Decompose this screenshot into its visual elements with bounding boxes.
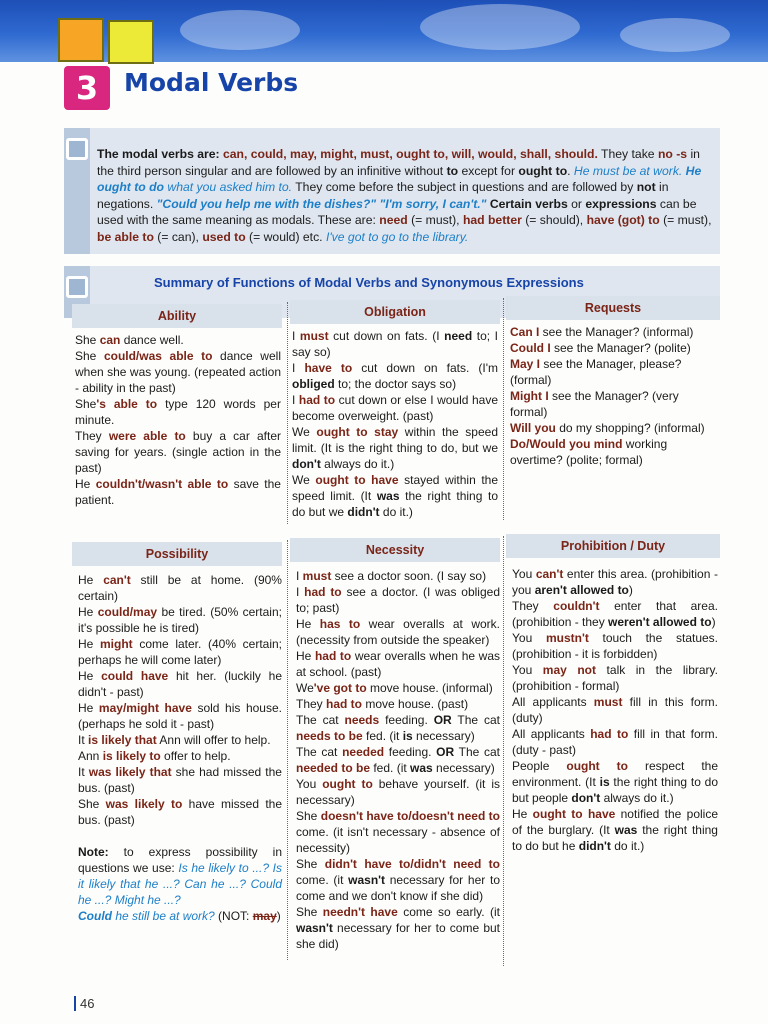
page-number: 46 — [74, 996, 94, 1011]
necessity-heading: Necessity — [290, 538, 500, 562]
cloud — [180, 10, 300, 50]
obligation-heading: Obligation — [290, 300, 500, 324]
ability-heading: Ability — [72, 304, 282, 328]
obligation-column: I must cut down on fats. (I need to; I say so) I have to cut down on fats. (I'm obliged to; the doctor says so) I had to cut down or else I would have become overweight. (past) We ought to stay within the speed limit. (It is the right thing to do, but we don't always do it.) We ought to have stayed within the speed limit. (It was the right thing to do but we didn't do it.) — [292, 329, 499, 519]
column-divider — [503, 298, 504, 520]
prohibition-heading: Prohibition / Duty — [506, 534, 720, 558]
possibility-column: He can't still be at home. (90% certain) He could/may be tired. (50% certain; it's possible he is tired) He might come later. (40% certain; perhaps he will come later) He could have hit her. (luckily he didn't - past) He may/might have sold his house. (perhaps he sold it - past) It is likely that Ann will offer to help. Ann is likely to offer to help. It was likely that she had missed the bus. (past) She was likely to have missed the bus. (past) Note: to express possibility in questions we use: Is he likely to ...? Is it likely that he ...? Can he ...? Could he ...? Might he ...? Could he still be at work? (NOT: may) — [78, 573, 283, 923]
summary-title: Summary of Functions of Modal Verbs and Synonymous Expressions — [154, 275, 584, 290]
unit-number-badge: 3 — [64, 66, 110, 110]
ability-column: She can dance well. She could/was able to dance well when she was young. (repeated action - ability in the past) She's able to type 120 words per minute. They were able to buy a car after saving for years. (single action in the past) He couldn't/wasn't able to save the patient. — [75, 333, 281, 507]
square-icon — [66, 138, 88, 160]
necessity-column: I must see a doctor soon. (I say so) I had to see a doctor. (I was obliged to; past) He has to wear overalls at work. (necessity from outside the speaker) He had to wear overalls when he was at school. (past) We've got to move house. (informal) They had to move house. (past) The cat needs feeding. OR The cat needs to be fed. (it is necessary) The cat needed feeding. OR The cat needed to be fed. (it was necessary) You ought to behave yourself. (it is necessary) She doesn't have to/doesn't need to come. (it isn't necessary - absence of necessity) She didn't have to/didn't need to come. (it wasn't necessary for her to come and we don't know if she did) She needn't have come so early. (it wasn't necessary for her to come but she did) — [296, 569, 501, 951]
column-divider — [503, 536, 504, 966]
orange-note-icon — [58, 18, 104, 62]
intro-text: The modal verbs are: can, could, may, might, must, ought to, will, would, shall, should. They take no -s in the third person singular and are followed by an infinitive without to except for ought to. He must be at work. He ought to do what you asked him to. They come before the subject in questions and are followed by not in negations. "Could you help me with the dishes?" "I'm sorry, I can't." Certain verbs or expressions can be used with the same meaning as modals. These are: need (= must), had better (= should), have (got) to (= must), be able to (= can), used to (= would) etc. I've got to go to the library. — [97, 147, 712, 244]
square-icon — [66, 276, 88, 298]
requests-heading: Requests — [506, 296, 720, 320]
column-divider — [287, 540, 288, 960]
column-divider — [287, 302, 288, 524]
cloud — [420, 4, 580, 50]
yellow-note-icon — [108, 20, 154, 64]
requests-column: Can I see the Manager? (informal) Could I see the Manager? (polite) May I see the Manager, please? (formal) Might I see the Manager? (very formal) Will you do my shopping? (informal) Do/Would you mind working overtime? (polite; formal) — [510, 325, 705, 467]
prohibition-column: You can't enter this area. (prohibition - you aren't allowed to) They couldn't enter that area. (prohibition - they weren't allowed to) You mustn't touch the statues. (prohibition - it is forbidden) You may not talk in the library. (prohibition - formal) All applicants must fill in this form. (duty) All applicants had to fill in that form. (duty - past) People ought to respect the environment. (It is the right thing to do but people don't always do it.) He ought to have notified the police of the burglary. (It was the right thing to do but he didn't do it.) — [512, 567, 719, 853]
page-title: Modal Verbs — [124, 68, 299, 97]
cloud — [620, 18, 730, 52]
possibility-heading: Possibility — [72, 542, 282, 566]
